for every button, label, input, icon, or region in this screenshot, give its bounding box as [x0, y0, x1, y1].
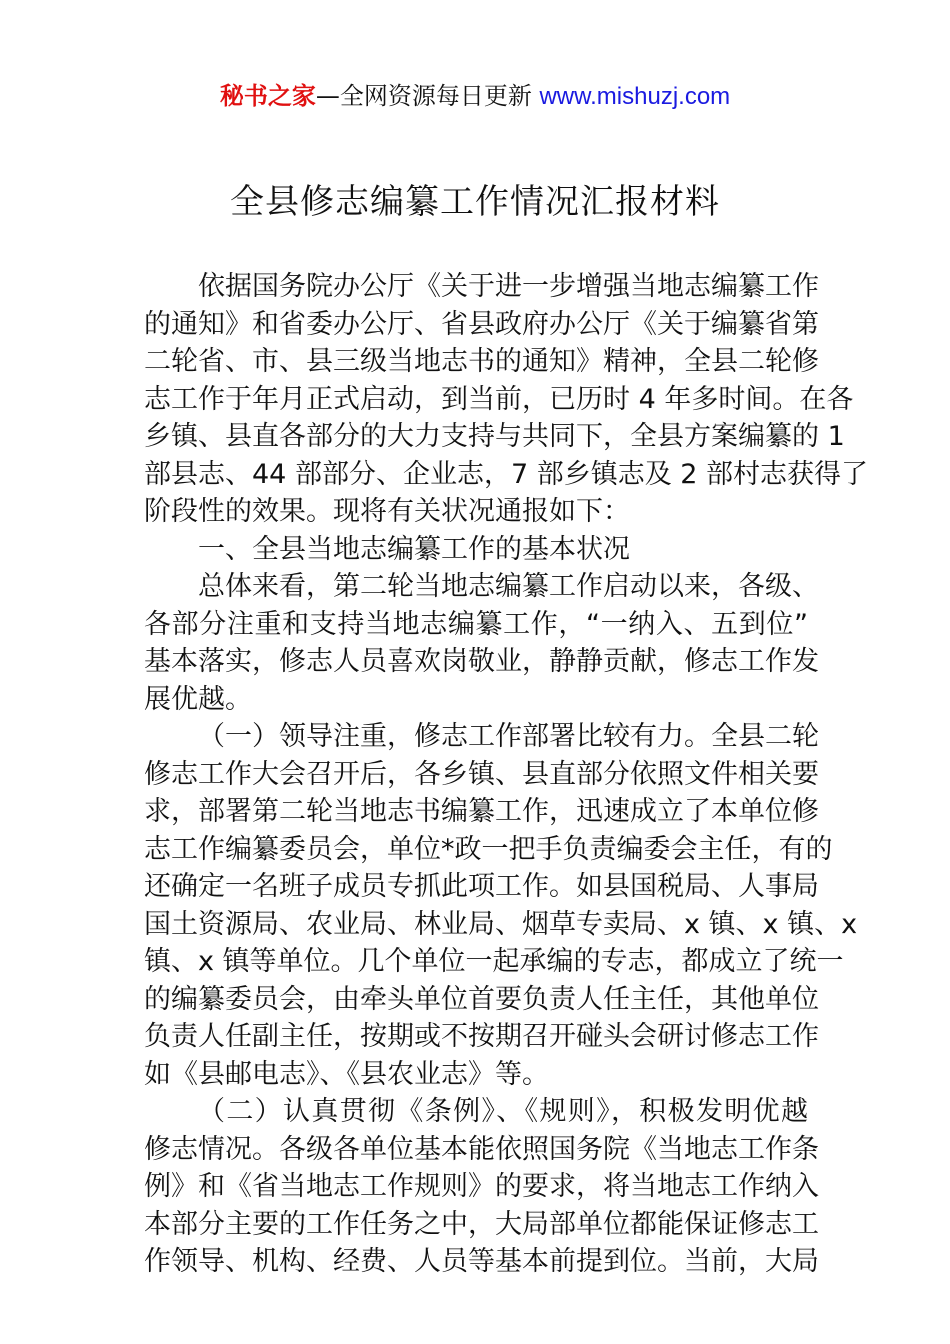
text-line: 总体来看，第二轮当地志编纂工作启动以来，各级、: [198, 571, 819, 602]
text-line: 志工作编纂委员会，单位*政一把手负责编委会主任，有的: [144, 833, 833, 865]
text-line: 各部分注重和支持当地志编纂工作，“一纳入、五到位”: [144, 608, 808, 640]
text-line: 求，部署第二轮当地志书编纂工作，迅速成立了本单位修: [144, 796, 819, 827]
site-url-link[interactable]: www.mishuzj.com: [539, 83, 731, 110]
site-brand: 秘书之家: [219, 82, 316, 110]
text-line: 作领导、机构、经费、人员等基本前提到位。当前，大局: [144, 1246, 819, 1277]
text-line: 修志工作大会召开后，各乡镇、县直部分依照文件相关要: [144, 758, 819, 790]
text-line: 负责人任副主任，按期或不按期召开碰头会研讨修志工作: [144, 1021, 819, 1052]
section-heading: 一、全县当地志编纂工作的基本状况: [198, 533, 630, 565]
text-line: 还确定一名班子成员专抓此项工作。如县国税局、人事局: [144, 871, 819, 902]
text-line: 依据国务院办公厅《关于进一步增强当地志编纂工作: [198, 271, 819, 302]
text-line: 如《县邮电志》、《县农业志》等。: [144, 1058, 549, 1090]
text-line: 阶段性的效果。现将有关状况通报如下：: [144, 496, 630, 527]
text-line: 部县志、44 部部分、企业志，7 部乡镇志及 2 部村志获得了: [144, 458, 869, 490]
text-line: 镇、x 镇等单位。几个单位一起承编的专志，都成立了统一: [144, 946, 844, 977]
site-header: [0, 80, 950, 113]
text-line: 国土资源局、农业局、林业局、烟草专卖局、x 镇、x 镇、x: [144, 908, 858, 940]
text-line: 乡镇、县直各部分的大力支持与共同下，全县方案编纂的 1: [144, 421, 845, 452]
text-line: （一）领导注重，修志工作部署比较有力。全县二轮: [198, 721, 819, 752]
text-line: 修志情况。各级各单位基本能依照国务院《当地志工作条: [144, 1133, 819, 1165]
text-line: 本部分主要的工作任务之中，大局部单位都能保证修志工: [144, 1208, 819, 1240]
document-title: 全县修志编纂工作情况汇报材料: [230, 182, 720, 222]
text-line: 的通知》和省委办公厅、省县政府办公厅《关于编纂省第: [144, 308, 819, 340]
text-line: （二）认真贯彻《条例》、《规则》，积极发明优越: [198, 1096, 808, 1127]
text-line: 例》和《省当地志工作规则》的要求，将当地志工作纳入: [144, 1171, 819, 1202]
text-line: 的编纂委员会，由牵头单位首要负责人任主任，其他单位: [144, 983, 819, 1015]
text-line: 二轮省、市、县三级当地志书的通知》精神，全县二轮修: [144, 346, 819, 377]
text-line: 展优越。: [144, 683, 252, 715]
text-line: 志工作于年月正式启动，到当前，已历时 4 年多时间。在各: [144, 383, 854, 415]
site-tagline: —全网资源每日更新: [315, 82, 540, 110]
text-line: 基本落实，修志人员喜欢岗敬业，静静贡献，修志工作发: [144, 646, 819, 677]
document-body: [144, 268, 869, 1281]
